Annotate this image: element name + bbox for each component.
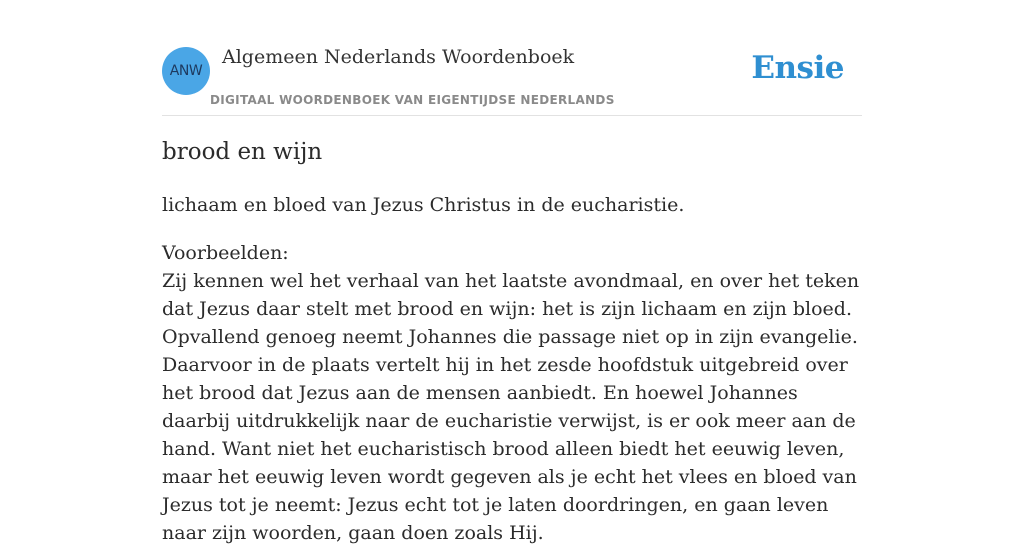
- dictionary-name[interactable]: Algemeen Nederlands Woordenboek: [222, 46, 575, 68]
- examples-section: [162, 239, 862, 547]
- entry-definition: lichaam en bloed van Jezus Christus in de eucharistie.: [162, 194, 685, 216]
- ensie-brand-logo[interactable]: Ensie: [751, 50, 844, 86]
- anw-logo[interactable]: [162, 47, 210, 95]
- logo-text: ANW: [169, 63, 203, 79]
- dictionary-tagline: DIGITAAL WOORDENBOEK VAN EIGENTIJDSE NEDERLANDS: [210, 93, 615, 107]
- example-text: Zij kennen wel het verhaal van het laatste avondmaal, en over het teken dat Jezus daar stelt met brood en wijn: het is zijn lichaam en zijn bloed. Opvallend genoeg neemt Johannes die passage niet op in zijn evangelie. Daarvoor in de plaats vertelt hij in het zesde hoofdstuk uitgebreid over het brood dat Jezus aan de mensen aanbiedt. En hoewel Johannes daarbij uitdrukkelijk naar de eucharistie verwijst, is er ook meer aan de hand. Want niet het eucharistisch brood alleen biedt het eeuwig leven, maar het eeuwig leven wordt gegeven als je echt het vlees en bloed van Jezus tot je neemt: Jezus echt tot je laten doordringen, en gaan leven naar zijn woorden, gaan doen zoals Hij.: [162, 270, 860, 544]
- examples-label: Voorbeelden:: [162, 242, 289, 264]
- entry-term: brood en wijn: [162, 139, 323, 165]
- site-header: [162, 46, 862, 116]
